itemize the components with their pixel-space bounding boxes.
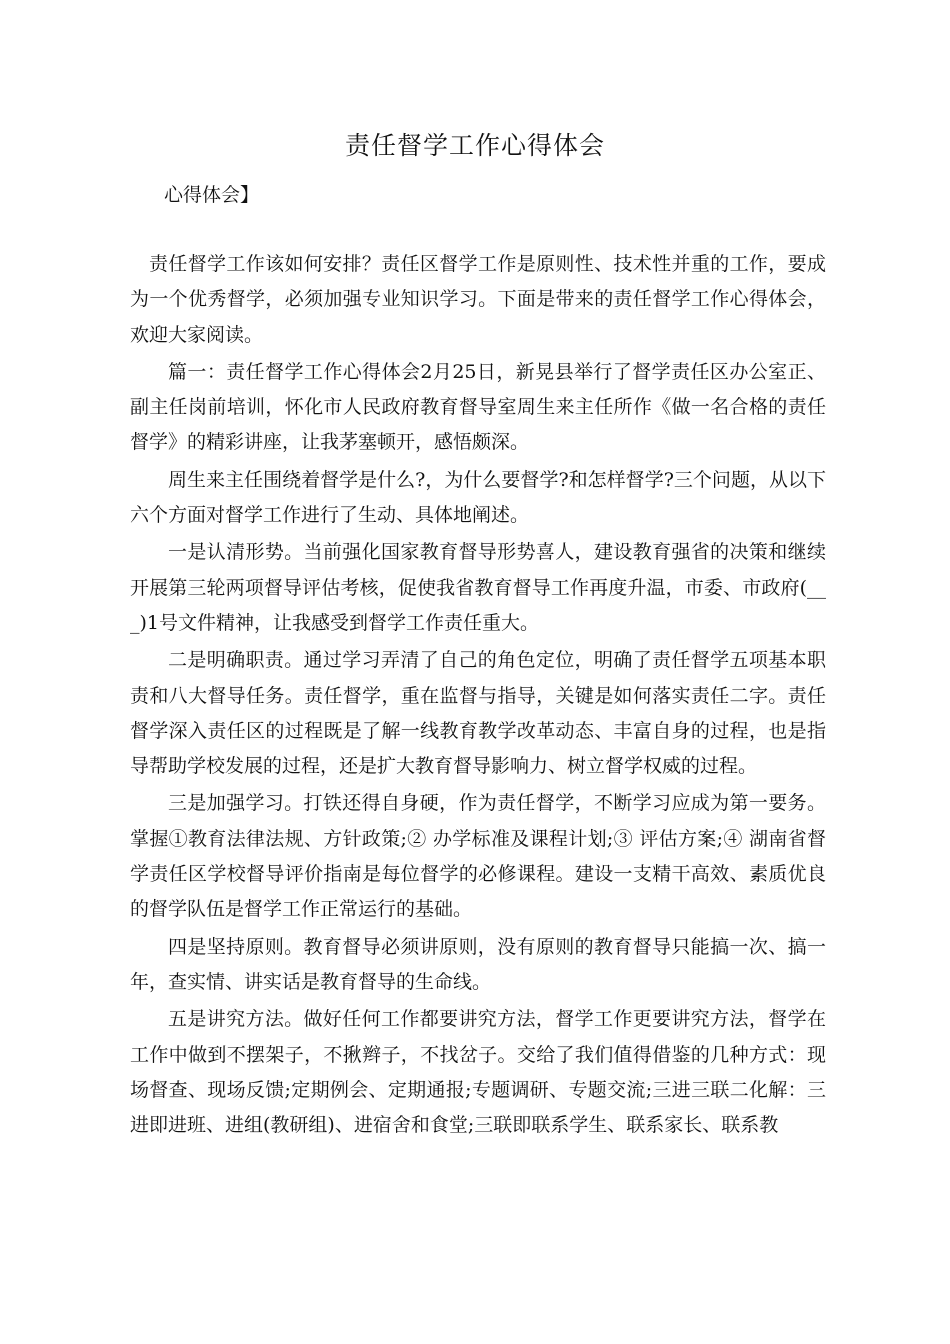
paragraph-point-one: 一是认清形势。当前强化国家教育督导形势喜人，建设教育强省的决策和继续开展第三轮两项督导评估考核，促使我省教育督导工作再度升温，市委、市政府(___)1号文件精神，让我感受到督学工作责任重大。 [130, 541, 826, 634]
document-title: 责任督学工作心得体会 [344, 131, 605, 160]
paragraph-point-four: 四是坚持原则。教育督导必须讲原则，没有原则的教育督导只能搞一次、搞一年，查实情、讲实话是教育督导的生命线。 [130, 935, 826, 993]
paragraph-point-five: 五是讲究方法。做好任何工作都要讲究方法，督学工作更要讲究方法，督学在工作中做到不摆架子，不揪辫子，不找岔子。交给了我们值得借鉴的几种方式：现场督查、现场反馈;定期例会、定期通报;专题调研、专题交流;三进三联二化解：三进即进班、进组(教研组)、进宿舍和食堂;三联即联系学生、联系家长、联系教 [130, 1008, 826, 1137]
paragraph-point-three: 三是加强学习。打铁还得自身硬，作为责任督学，不断学习应成为第一要务。掌握①教育法律法规、方针政策;② 办学标准及课程计划;③ 评估方案;④ 湖南省督学责任区学校督导评价指南是每位督学的必修课程。建设一支精干高效、素质优良的督学队伍是督学工作正常运行的基础。 [130, 792, 826, 921]
document-body [130, 247, 826, 1145]
paragraph-point-two: 二是明确职责。通过学习弄清了自己的角色定位，明确了责任督学五项基本职责和八大督导任务。责任督学，重在监督与指导，关键是如何落实责任二字。责任督学深入责任区的过程既是了解一线教育教学改革动态、丰富自身的过程，也是指导帮助学校发展的过程，还是扩大教育督导影响力、树立督学权威的过程。 [130, 649, 826, 778]
paragraph-part-one: 篇一：责任督学工作心得体会2月25日，新晃县举行了督学责任区办公室正、副主任岗前培训，怀化市人民政府教育督导室周生来主任所作《做一名合格的责任督学》的精彩讲座，让我茅塞顿开，感悟颇深。 [130, 360, 826, 454]
paragraph-overview: 周生来主任围绕着督学是什么?，为什么要督学?和怎样督学?三个问题，从以下六个方面对督学工作进行了生动、具体地阐述。 [130, 468, 826, 527]
paragraph-intro: 责任督学工作该如何安排？责任区督学工作是原则性、技术性并重的工作，要成为一个优秀督学，必须加强专业知识学习。下面是带来的责任督学工作心得体会，欢迎大家阅读。 [130, 253, 826, 346]
document-subheading: 心得体会】 [164, 184, 260, 206]
